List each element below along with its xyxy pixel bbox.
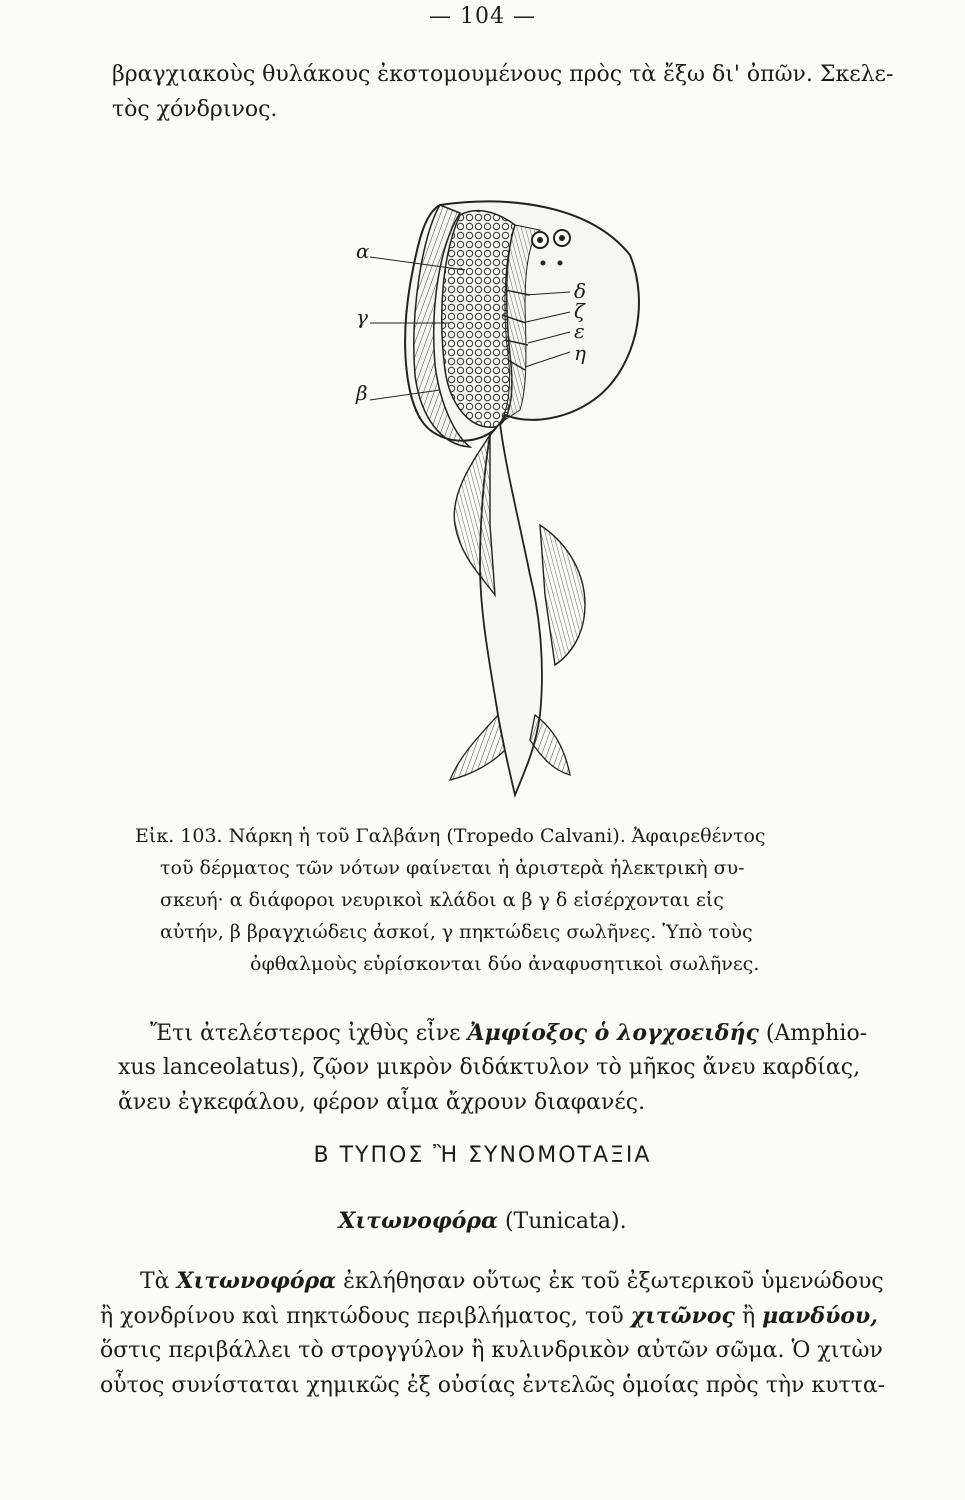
top-text-line-1: βραγχιακοὺς θυλάκους ἐκστομουμένους πρὸς τὰ ἔξω δι' ὀπῶν. Σκελε- (112, 62, 894, 87)
top-text-line-2: τὸς χόνδρινος. (112, 97, 278, 122)
section-subheading (0, 1208, 965, 1234)
tunicata-line-2-mantle: μανδύου, (762, 1303, 878, 1329)
caption-line-3: σκευή· α διάφοροι νευρικοὶ κλάδοι α β γ δ εἰσέρχονται εἰς (160, 889, 724, 911)
amphioxus-line-1-a: Ἔτι ἀτελέστερος ἰχθὺς εἶνε (150, 1021, 468, 1046)
tunicata-latin: (Tunicata). (497, 1209, 627, 1234)
figure-label-epsilon: ε (574, 319, 585, 343)
amphioxus-term: Ἀμφίοξος ὁ λογχοειδής (467, 1020, 759, 1046)
torpedo-figure (330, 195, 650, 810)
figure-label-delta: δ (574, 279, 587, 303)
figure-label-zeta: ζ (574, 299, 585, 323)
tunicata-line-4: οὗτος συνίσταται χημικῶς ἐξ οὐσίας ἐντελῶς ὁμοίας πρὸς τὴν κυττα- (100, 1373, 886, 1398)
tunicata-line-1-a: Τὰ (140, 1269, 177, 1294)
tunicata-line-2-chiton: χιτῶνος (630, 1303, 735, 1329)
tunicata-line-1 (140, 1268, 884, 1294)
tunicata-line-3: ὅστις περιβάλλει τὸ στρογγύλον ἢ κυλινδρικὸν αὐτῶν σῶμα. Ὁ χιτὼν (100, 1338, 883, 1363)
figure-label-gamma: γ (356, 305, 368, 329)
caption-line-5: ὀφθαλμοὺς εὑρίσκονται δύο ἀναφυσητικοὶ σωλῆνες. (250, 953, 760, 975)
tunicata-term: Χιτωνοφόρα (338, 1208, 498, 1234)
caption-line-1: Εἰκ. 103. Νάρκη ἡ τοῦ Γαλβάνη (Tropedo Calvani). Ἀφαιρεθέντος (135, 825, 766, 847)
figure-label-beta: β (356, 381, 368, 405)
page-number: — 104 — (429, 4, 536, 29)
amphioxus-line-3: ἄνευ ἐγκεφάλου, φέρον αἷμα ἄχρουν διαφανές. (118, 1090, 646, 1115)
tunicata-line-2-c: ἢ (734, 1304, 763, 1329)
amphioxus-line-1 (150, 1020, 867, 1046)
torpedo-illustration (330, 195, 650, 810)
tunicata-line-1-term: Χιτωνοφόρα (176, 1268, 337, 1294)
amphioxus-line-2: xus lanceolatus), ζῷον μικρὸν διδάκτυλον τὸ μῆκος ἄνευ καρδίας, (118, 1055, 861, 1080)
tunicata-line-2-a: ἢ χονδρίνου καὶ πηκτώδους περιβλήματος, τοῦ (100, 1304, 631, 1329)
tunicata-line-2 (100, 1303, 878, 1329)
figure-label-alpha: α (356, 239, 370, 263)
tunicata-line-1-c: ἐκλήθησαν οὕτως ἐκ τοῦ ἐξωτερικοῦ ὑμενώδους (336, 1269, 884, 1294)
caption-line-4: αὐτήν, β βραγχιώδεις ἀσκοί, γ πηκτώδεις σωλῆνες. Ὑπὸ τοὺς (160, 921, 753, 943)
caption-line-2: τοῦ δέρματος τῶν νότων φαίνεται ἡ ἀριστερὰ ἠλεκτρικὴ συ- (160, 857, 745, 879)
figure-label-eta: η (574, 341, 586, 365)
amphioxus-line-1-c: (Amphio- (758, 1021, 868, 1046)
section-heading: Β ΤΥΠΟΣ Ἢ ΣΥΝΟΜΟΤΑΞΙΑ (313, 1143, 652, 1168)
